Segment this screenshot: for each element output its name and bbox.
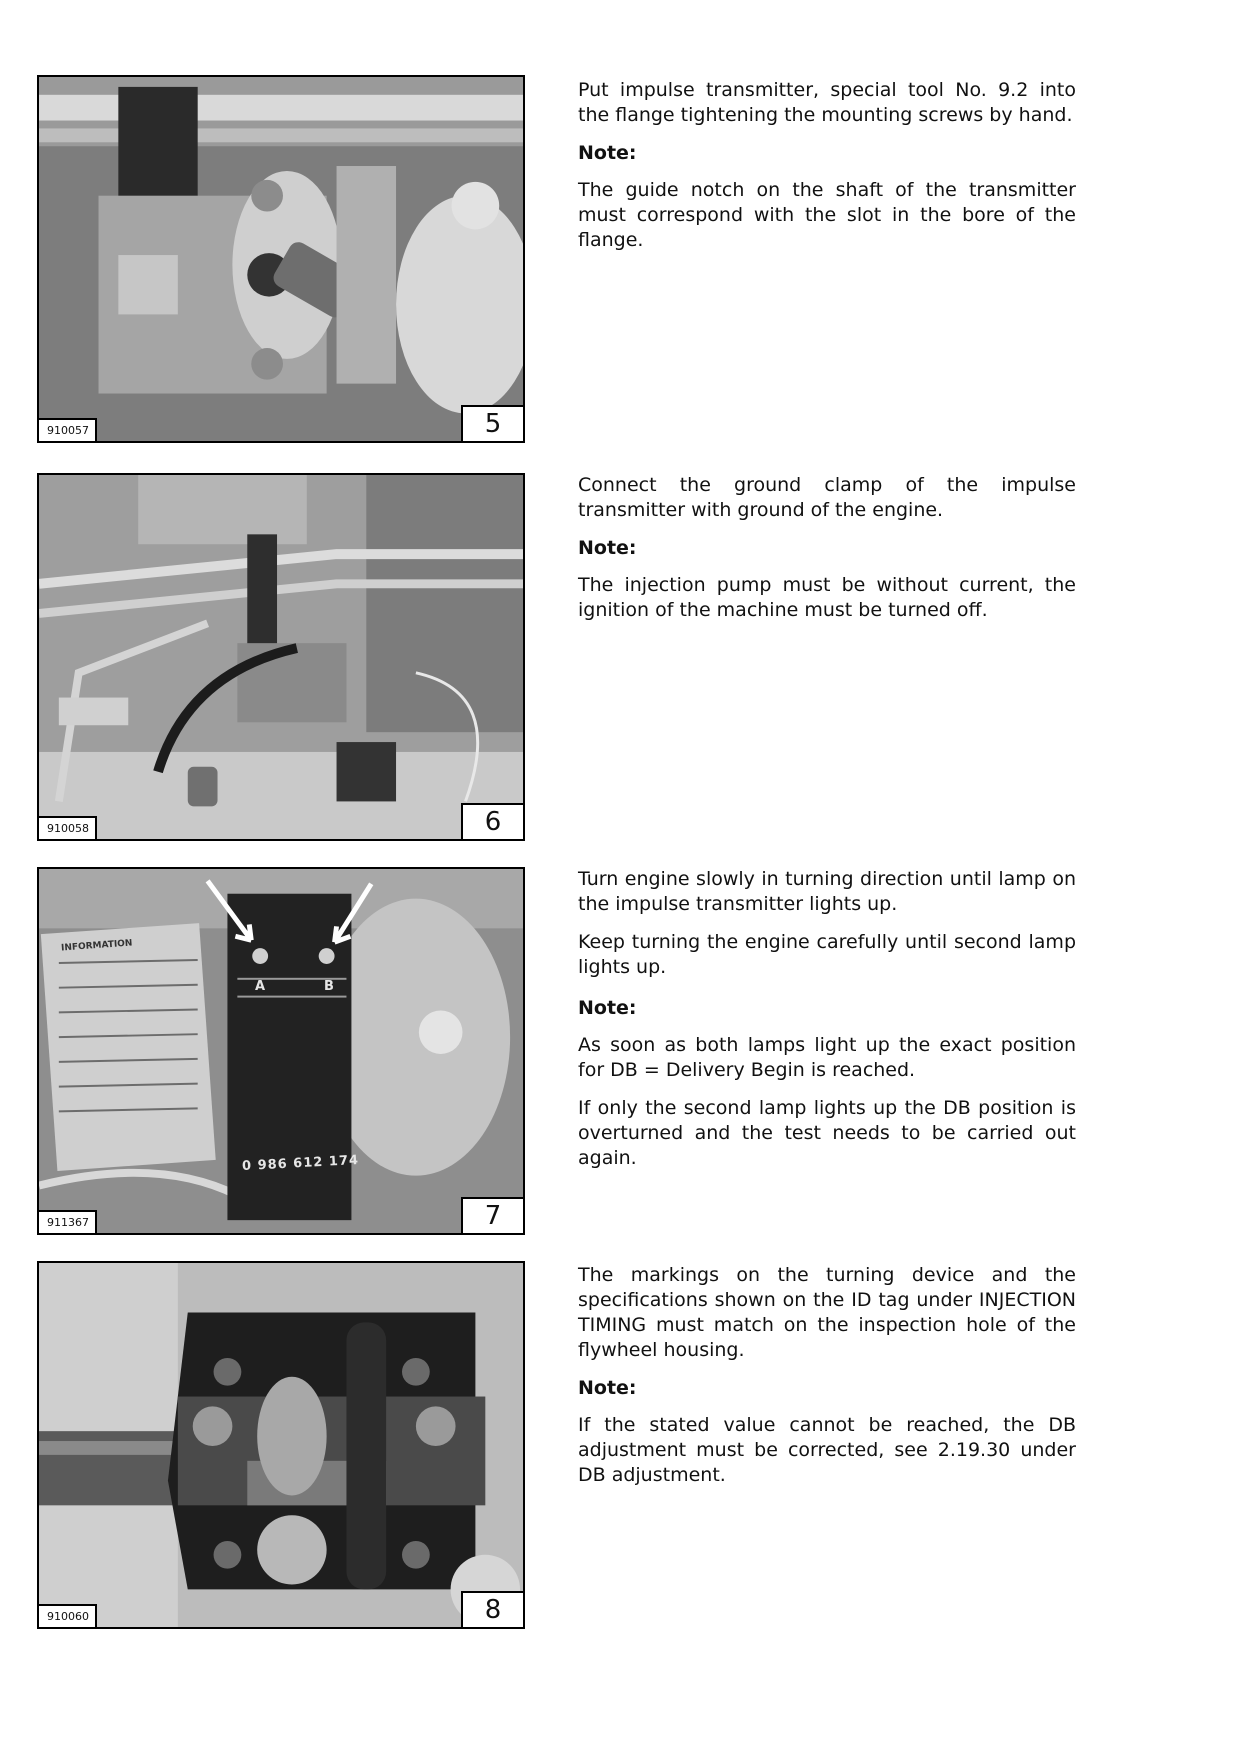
figure-5-image-id: 910057 <box>39 418 97 441</box>
engine-photo-image <box>39 1263 523 1627</box>
instruction-paragraph: Turn engine slowly in turning direction until lamp on the impulse transmitter lights up. <box>578 868 1076 915</box>
figure-7-number: 7 <box>461 1197 523 1233</box>
note-paragraph: The guide notch on the shaft of the transmitter must correspond with the slot in the bore of the flange. <box>578 179 1076 251</box>
instruction-paragraph: Keep turning the engine carefully until second lamp lights up. <box>578 931 1076 978</box>
figure-6-photo <box>37 473 525 841</box>
note-label: Note: <box>578 1377 637 1399</box>
section-8-text <box>578 1263 1076 1501</box>
engine-photo-image <box>39 475 523 839</box>
engine-photo-image <box>39 869 523 1233</box>
note-paragraph: If the stated value cannot be reached, the DB adjustment must be corrected, see 2.19.30 under DB adjustment. <box>578 1414 1076 1486</box>
section-6-text <box>578 473 1076 636</box>
note-label: Note: <box>578 537 637 559</box>
figure-8-photo <box>37 1261 525 1629</box>
note-paragraph: As soon as both lamps light up the exact position for DB = Delivery Begin is reached. <box>578 1034 1076 1081</box>
figure-5-number: 5 <box>461 405 523 441</box>
instruction-paragraph: Connect the ground clamp of the impulse transmitter with ground of the engine. <box>578 474 1076 521</box>
figure-8-number: 8 <box>461 1591 523 1627</box>
lamp-label-b: B <box>324 979 334 994</box>
figure-8-image-id: 910060 <box>39 1604 97 1627</box>
note-paragraph: If only the second lamp lights up the DB position is overturned and the test needs to be carried out again. <box>578 1097 1076 1169</box>
note-label: Note: <box>578 142 637 164</box>
figure-6-image-id: 910058 <box>39 816 97 839</box>
instruction-paragraph: Put impulse transmitter, special tool No. 9.2 into the flange tightening the mounting screws by hand. <box>578 79 1076 126</box>
figure-6-number: 6 <box>461 803 523 839</box>
lamp-label-a: A <box>255 979 266 994</box>
engine-photo-image <box>39 77 523 441</box>
tool-part-number: 0 986 612 174 <box>241 1152 360 1175</box>
figure-7-image-id: 911367 <box>39 1210 97 1233</box>
instruction-paragraph: The markings on the turning device and the specifications shown on the ID tag under INJECTION TIMING must match on the inspection hole of the flywheel housing. <box>578 1264 1076 1361</box>
note-label: Note: <box>578 997 637 1019</box>
figure-5-photo <box>37 75 525 443</box>
id-plate-heading: INFORMATION <box>60 938 133 954</box>
section-7-text <box>578 867 1076 1184</box>
note-paragraph: The injection pump must be without current, the ignition of the machine must be turned off. <box>578 574 1076 621</box>
section-5-text <box>578 78 1076 266</box>
figure-7-photo <box>37 867 525 1235</box>
